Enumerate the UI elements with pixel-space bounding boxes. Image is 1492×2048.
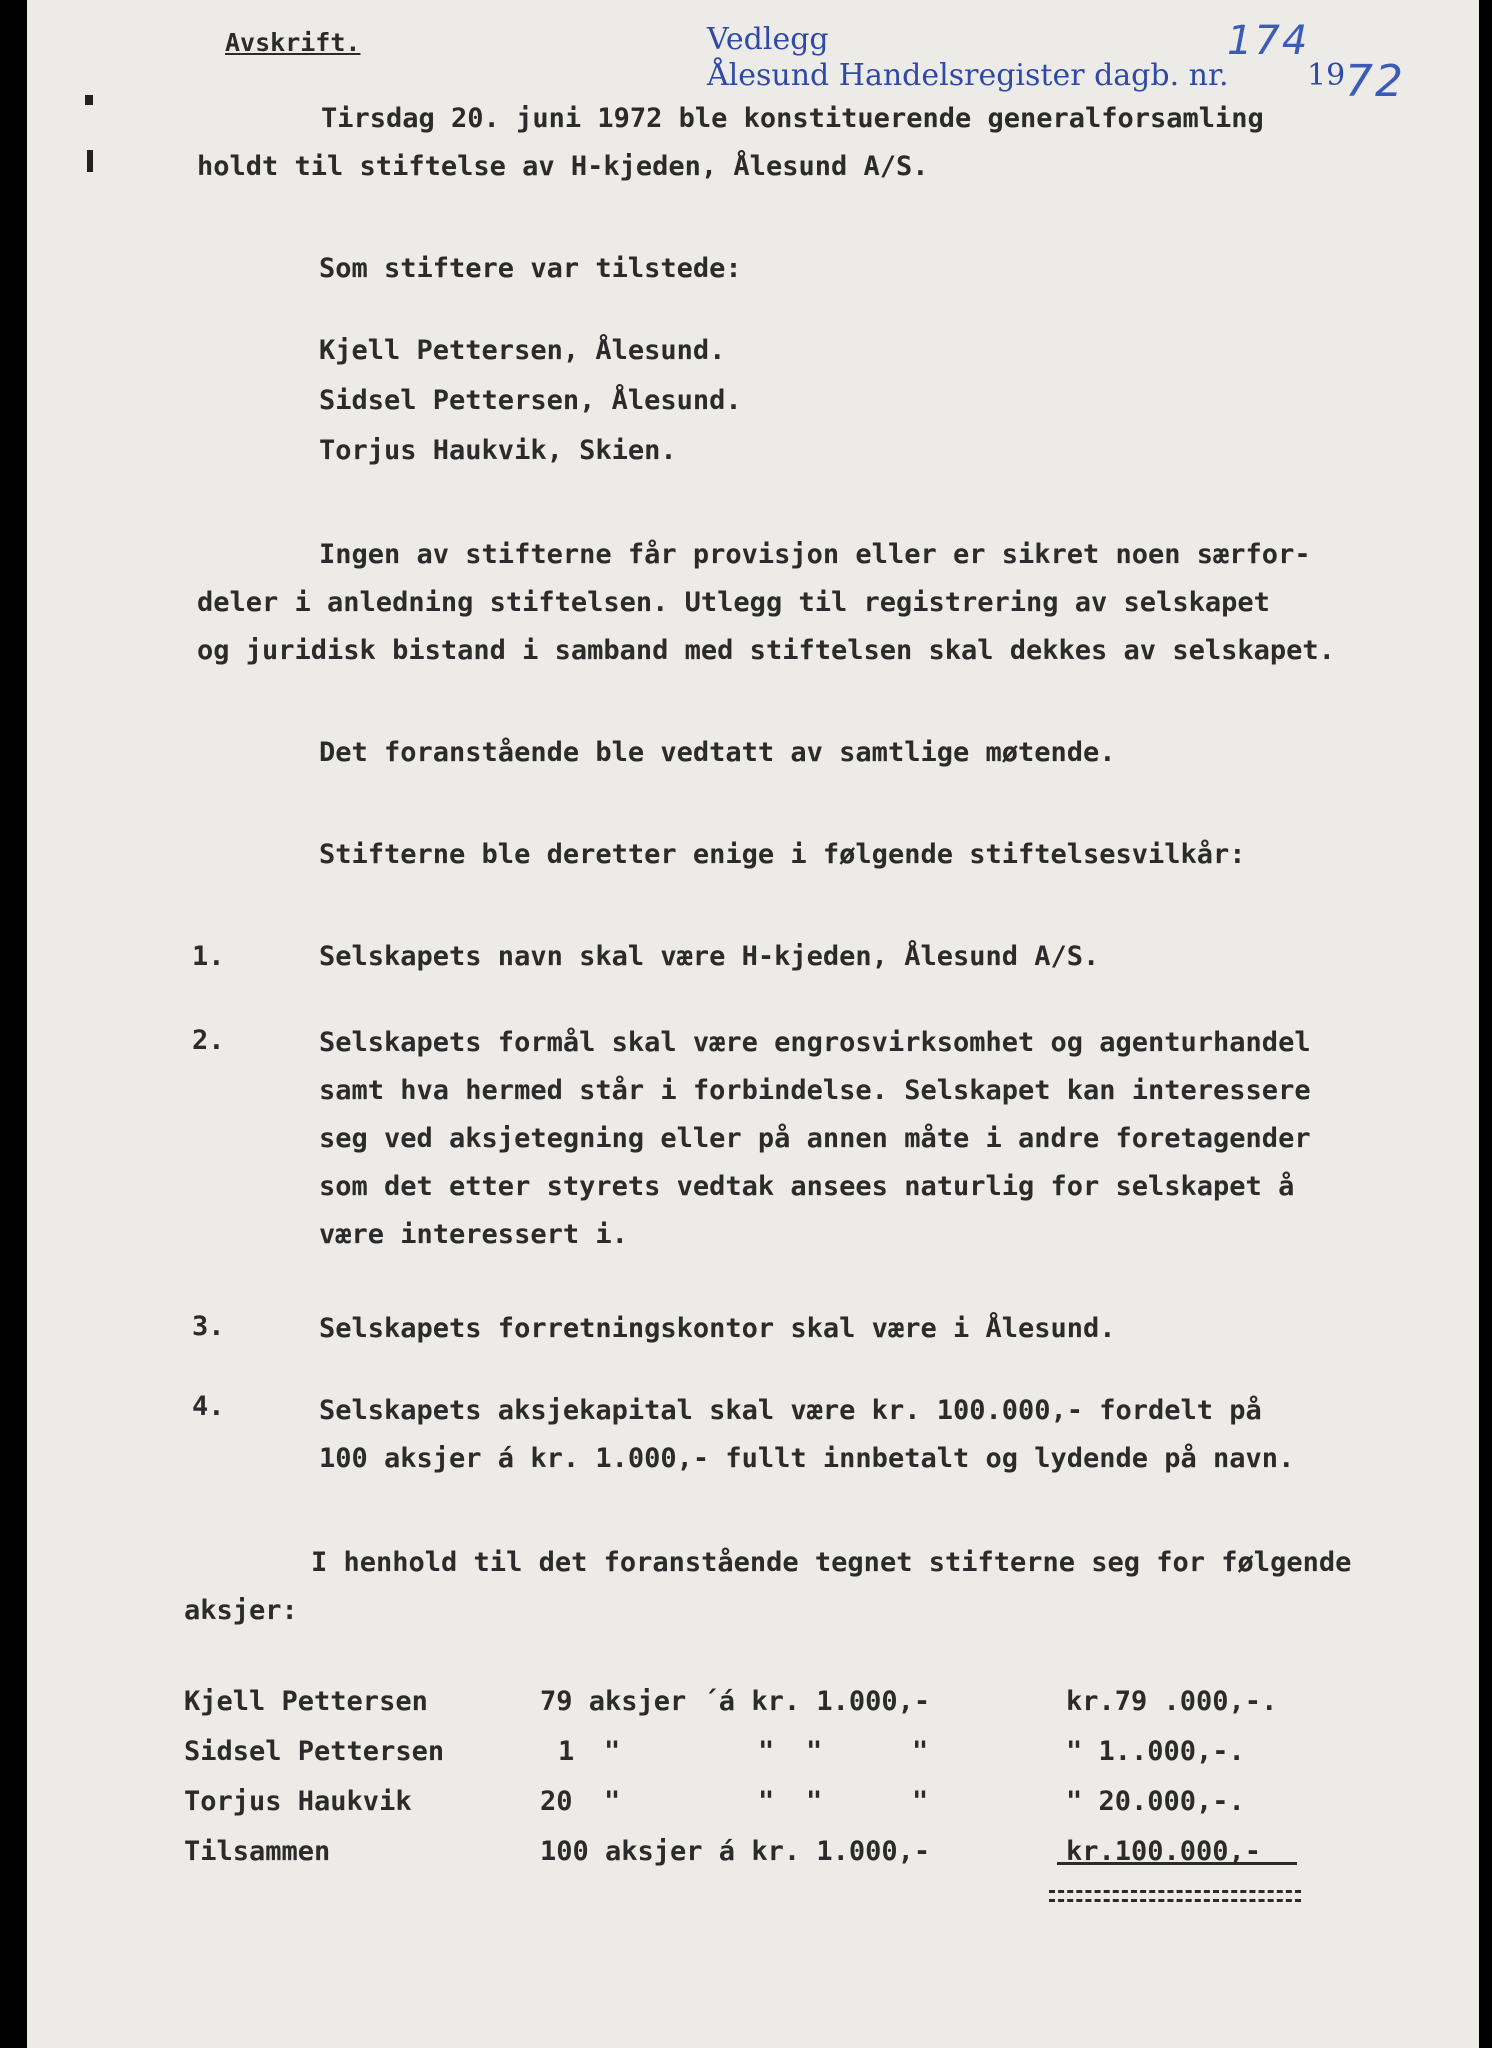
condition-2-line: samt hva hermed står i forbindelse. Selskapet kan interessere	[319, 1075, 1311, 1106]
condition-2-line: Selskapets formål skal være engrosvirksomhet og agenturhandel	[319, 1027, 1311, 1058]
ditto-mark: "	[758, 1736, 775, 1767]
share-row	[184, 1786, 1334, 1832]
provision-line-1: Ingen av stifterne får provisjon eller er sikret noen særfor-	[319, 539, 1311, 570]
condition-number: 3.	[192, 1311, 225, 1342]
document-page	[27, 0, 1479, 2048]
stamp-line-1: Vedlegg	[707, 22, 829, 57]
ditto-mark: "	[758, 1786, 775, 1817]
share-row	[184, 1736, 1334, 1782]
ditto-mark: "	[604, 1786, 621, 1817]
condition-2-line: være interessert i.	[319, 1219, 628, 1250]
share-amount: " 1..000,-.	[1066, 1736, 1245, 1767]
margin-mark	[87, 150, 93, 172]
share-amount: kr.79 .000,-.	[1066, 1686, 1278, 1717]
condition-2-line: seg ved aksjetegning eller på annen måte i andre foretagender	[319, 1123, 1311, 1154]
founder-2: Sidsel Pettersen, Ålesund.	[319, 385, 742, 416]
conditions-intro: Stifterne ble deretter enige i følgende stiftelsesvilkår:	[319, 839, 1246, 870]
share-row	[184, 1686, 1334, 1732]
ditto-mark: "	[912, 1736, 929, 1767]
condition-2-line: som det etter styrets vedtak ansees naturlig for selskapet å	[319, 1171, 1295, 1202]
founder-1: Kjell Pettersen, Ålesund.	[319, 335, 726, 366]
provision-line-3: og juridisk bistand i samband med stiftelsen skal dekkes av selskapet.	[197, 635, 1335, 666]
condition-number: 1.	[192, 941, 225, 972]
ditto-mark: "	[806, 1736, 823, 1767]
intro-line-1: Tirsdag 20. juni 1972 ble konstituerende generalforsamling	[321, 103, 1264, 134]
share-holder-name: Torjus Haukvik	[184, 1786, 412, 1817]
total-row	[184, 1836, 1334, 1882]
total-double-underline	[1049, 1890, 1301, 1902]
condition-4-line: 100 aksjer á kr. 1.000,- fullt innbetalt og lydende på navn.	[319, 1443, 1295, 1474]
stamp-line-2: Ålesund Handelsregister dagb. nr.	[707, 58, 1229, 93]
total-amount: kr.100.000,-	[1066, 1836, 1262, 1867]
share-holder-name: Kjell Pettersen	[184, 1686, 428, 1717]
share-count: 1	[558, 1736, 575, 1767]
handwritten-year: 72	[1345, 56, 1405, 107]
approval-text: Det foranstående ble vedtatt av samtlige møtende.	[319, 737, 1116, 768]
handwritten-number: 174	[1227, 18, 1310, 64]
margin-mark	[85, 95, 93, 105]
subscription-line-1: I henhold til det foranstående tegnet stifterne seg for følgende	[311, 1547, 1352, 1578]
share-count: 20	[540, 1786, 573, 1817]
founders-heading: Som stiftere var tilstede:	[319, 253, 742, 284]
subscription-line-2: aksjer:	[184, 1595, 298, 1626]
condition-number: 2.	[192, 1025, 225, 1056]
total-label: Tilsammen	[184, 1836, 331, 1867]
condition-1-line: Selskapets navn skal være H-kjeden, Ålesund A/S.	[319, 941, 1100, 972]
condition-number: 4.	[192, 1391, 225, 1422]
condition-3-line: Selskapets forretningskontor skal være i Ålesund.	[319, 1313, 1116, 1344]
total-count: 100 aksjer á kr. 1.000,-	[540, 1836, 931, 1867]
ditto-mark: "	[806, 1786, 823, 1817]
intro-line-2: holdt til stiftelse av H-kjeden, Ålesund A/S.	[197, 151, 929, 182]
founder-3: Torjus Haukvik, Skien.	[319, 435, 677, 466]
share-holder-name: Sidsel Pettersen	[184, 1736, 445, 1767]
provision-line-2: deler i anledning stiftelsen. Utlegg til registrering av selskapet	[197, 587, 1270, 618]
stamp-year-prefix: 19	[1307, 58, 1346, 93]
document-heading: Avskrift.	[225, 28, 361, 57]
share-count: 79 aksjer ´á kr. 1.000,-	[540, 1686, 931, 1717]
share-amount: " 20.000,-.	[1066, 1786, 1245, 1817]
condition-4-line: Selskapets aksjekapital skal være kr. 100.000,- fordelt på	[319, 1395, 1262, 1426]
ditto-mark: "	[912, 1786, 929, 1817]
ditto-mark: "	[604, 1736, 621, 1767]
